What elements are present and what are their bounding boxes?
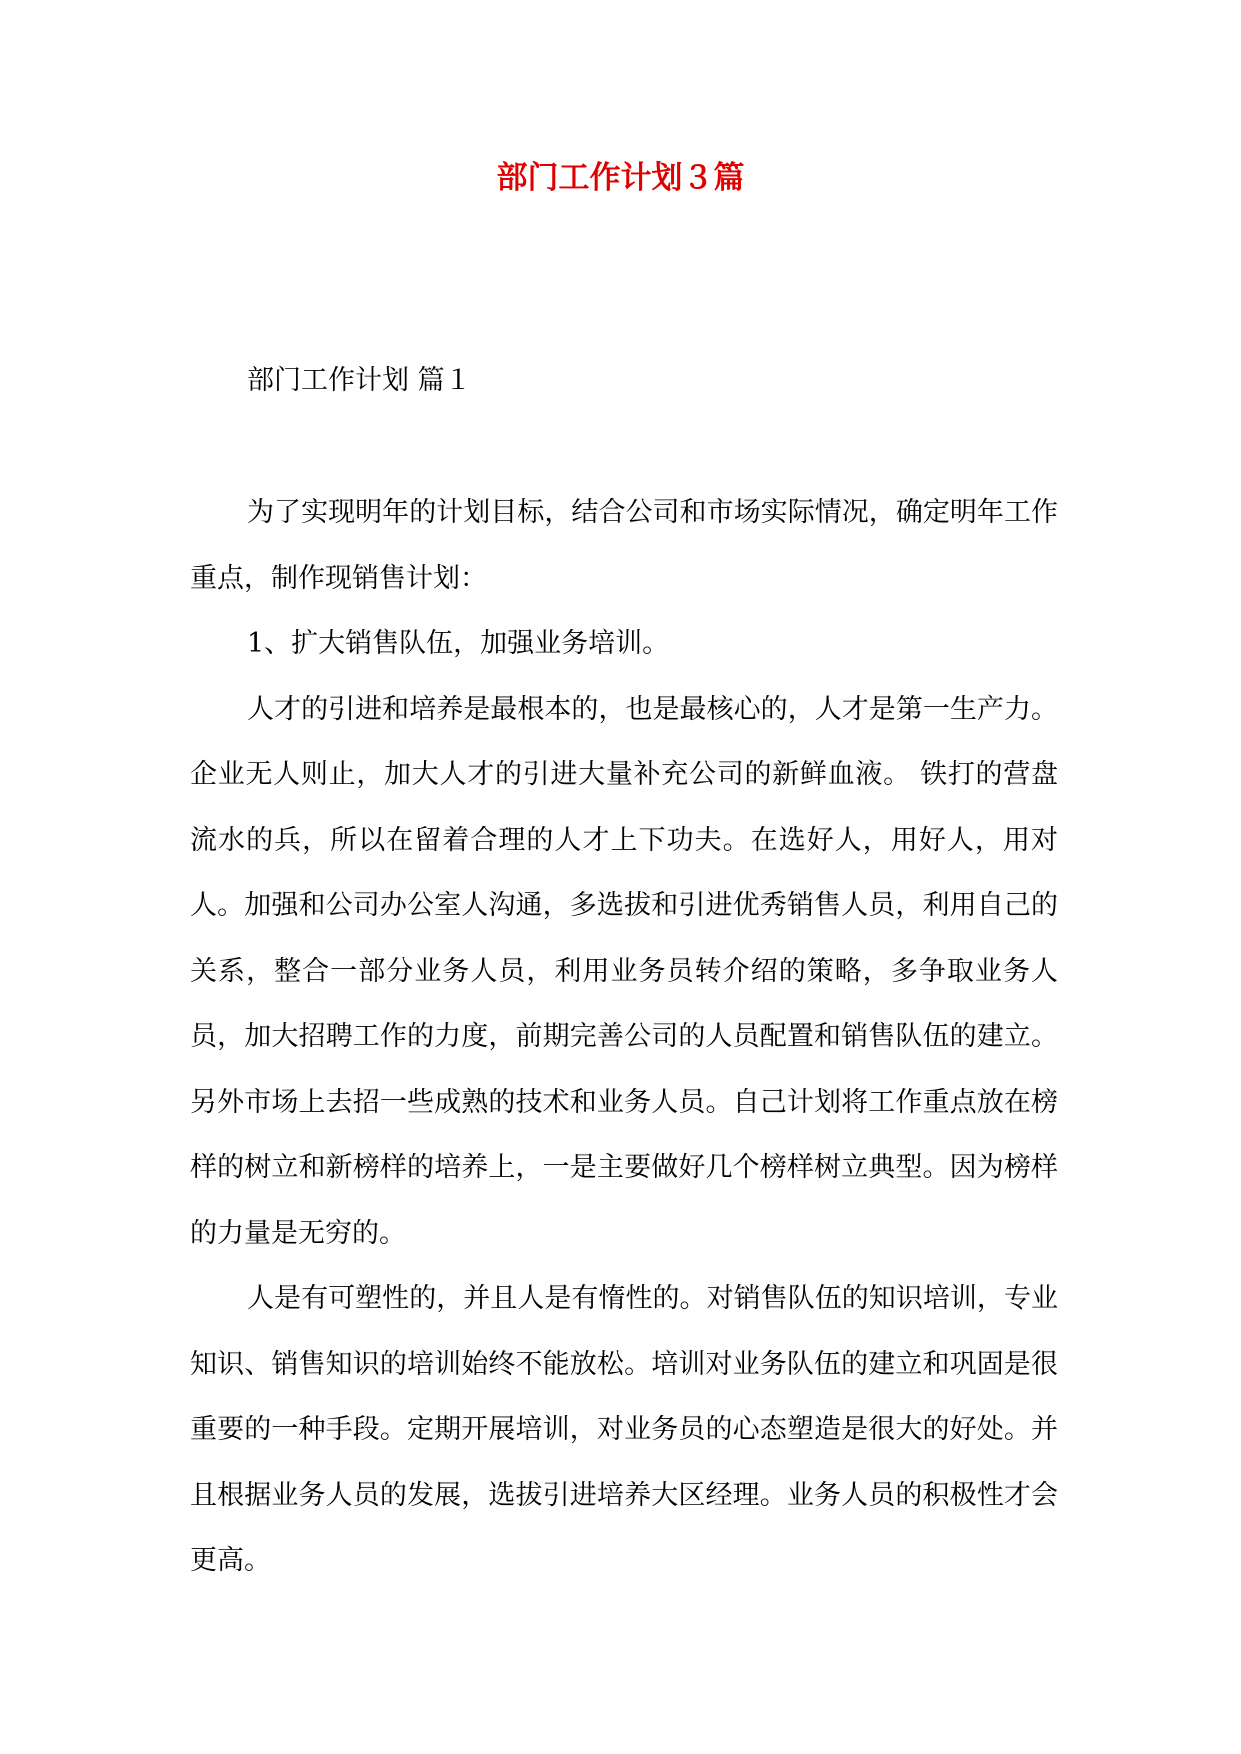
paragraph-intro: 为了实现明年的计划目标，结合公司和市场实际情况，确定明年工作重点，制作现销售计划： bbox=[190, 497, 1058, 594]
paragraph-item-1: 1、扩大销售队伍，加强业务培训。 bbox=[247, 628, 670, 659]
paragraph-training: 人是有可塑性的，并且人是有惰性的。对销售队伍的知识培训，专业知识、销售知识的培训始终不能放松。培训对业务队伍的建立和巩固是很重要的一种手段。定期开展培训，对业务员的心态塑造是很大的好处。并且根据业务人员的发展，选拔引进培养大区经理。业务人员的积极性才会更高。 bbox=[190, 1283, 1058, 1576]
paragraph-talent: 人才的引进和培养是最根本的，也是最核心的，人才是第一生产力。企业无人则止，加大人才的引进大量补充公司的新鲜血液。 铁打的营盘流水的兵，所以在留着合理的人才上下功夫。在选好人，用好人，用对人。加强和公司办公室人沟通，多选拔和引进优秀销售人员，利用自己的关系，整合一部分业务人员，利用业务员转介绍的策略，多争取业务人员，加大招聘工作的力度，前期完善公司的人员配置和销售队伍的建立。另外市场上去招一些成熟的技术和业务人员。自己计划将工作重点放在榜样的树立和新榜样的培养上，一是主要做好几个榜样树立典型。因为榜样的力量是无穷的。 bbox=[190, 693, 1058, 1249]
body-text bbox=[190, 480, 1058, 1594]
section-heading: 部门工作计划 篇１ bbox=[247, 365, 472, 396]
document-title: 部门工作计划３篇 bbox=[496, 160, 745, 196]
